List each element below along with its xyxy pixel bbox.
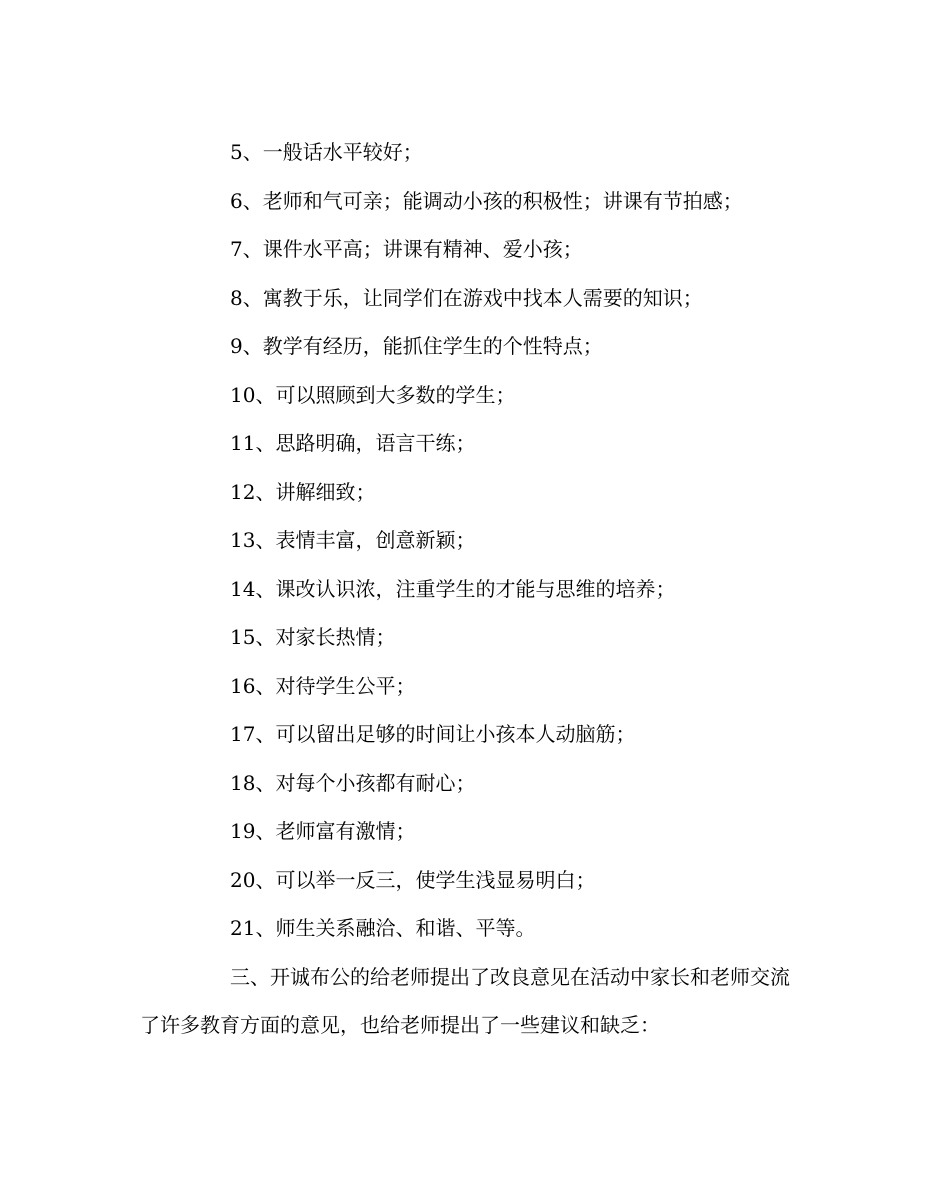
list-item: 16、对待学生公平； xyxy=(230,673,416,698)
list-item: 11、思路明确，语言干练； xyxy=(230,431,476,455)
list-item: 15、对家长热情； xyxy=(230,625,396,649)
list-item: 6、老师和气可亲；能调动小孩的积极性；讲课有节拍感； xyxy=(230,188,743,213)
section-paragraph: 三、开诚布公的给老师提出了改良意见在活动中家长和老师交流了许多教育方面的意见，也给老师提出了一些建议和缺乏： xyxy=(140,964,790,1037)
list-item: 5、一般话水平较好； xyxy=(230,140,423,164)
list-item: 17、可以留出足够的时间让小孩本人动脑筋； xyxy=(230,722,636,746)
list-item: 18、对每个小孩都有耐心； xyxy=(230,770,476,795)
list-item: 21、师生关系融洽、和谐、平等。 xyxy=(230,916,536,940)
list-item: 9、教学有经历，能抓住学生的个性特点； xyxy=(230,334,603,358)
list-item: 13、表情丰富，创意新颖； xyxy=(230,528,476,552)
list-item: 20、可以举一反三，使学生浅显易明白； xyxy=(230,867,596,892)
document-body xyxy=(140,128,810,1050)
list-item: 8、寓教于乐，让同学们在游戏中找本人需要的知识； xyxy=(230,285,703,310)
list-item: 19、老师富有激情； xyxy=(230,819,416,843)
list-item: 12、讲解细致； xyxy=(230,479,376,504)
list-item: 10、可以照顾到大多数的学生； xyxy=(230,382,516,407)
list-item: 14、课改认识浓，注重学生的才能与思维的培养； xyxy=(230,576,676,601)
list-item: 7、课件水平高；讲课有精神、爱小孩； xyxy=(230,237,583,261)
